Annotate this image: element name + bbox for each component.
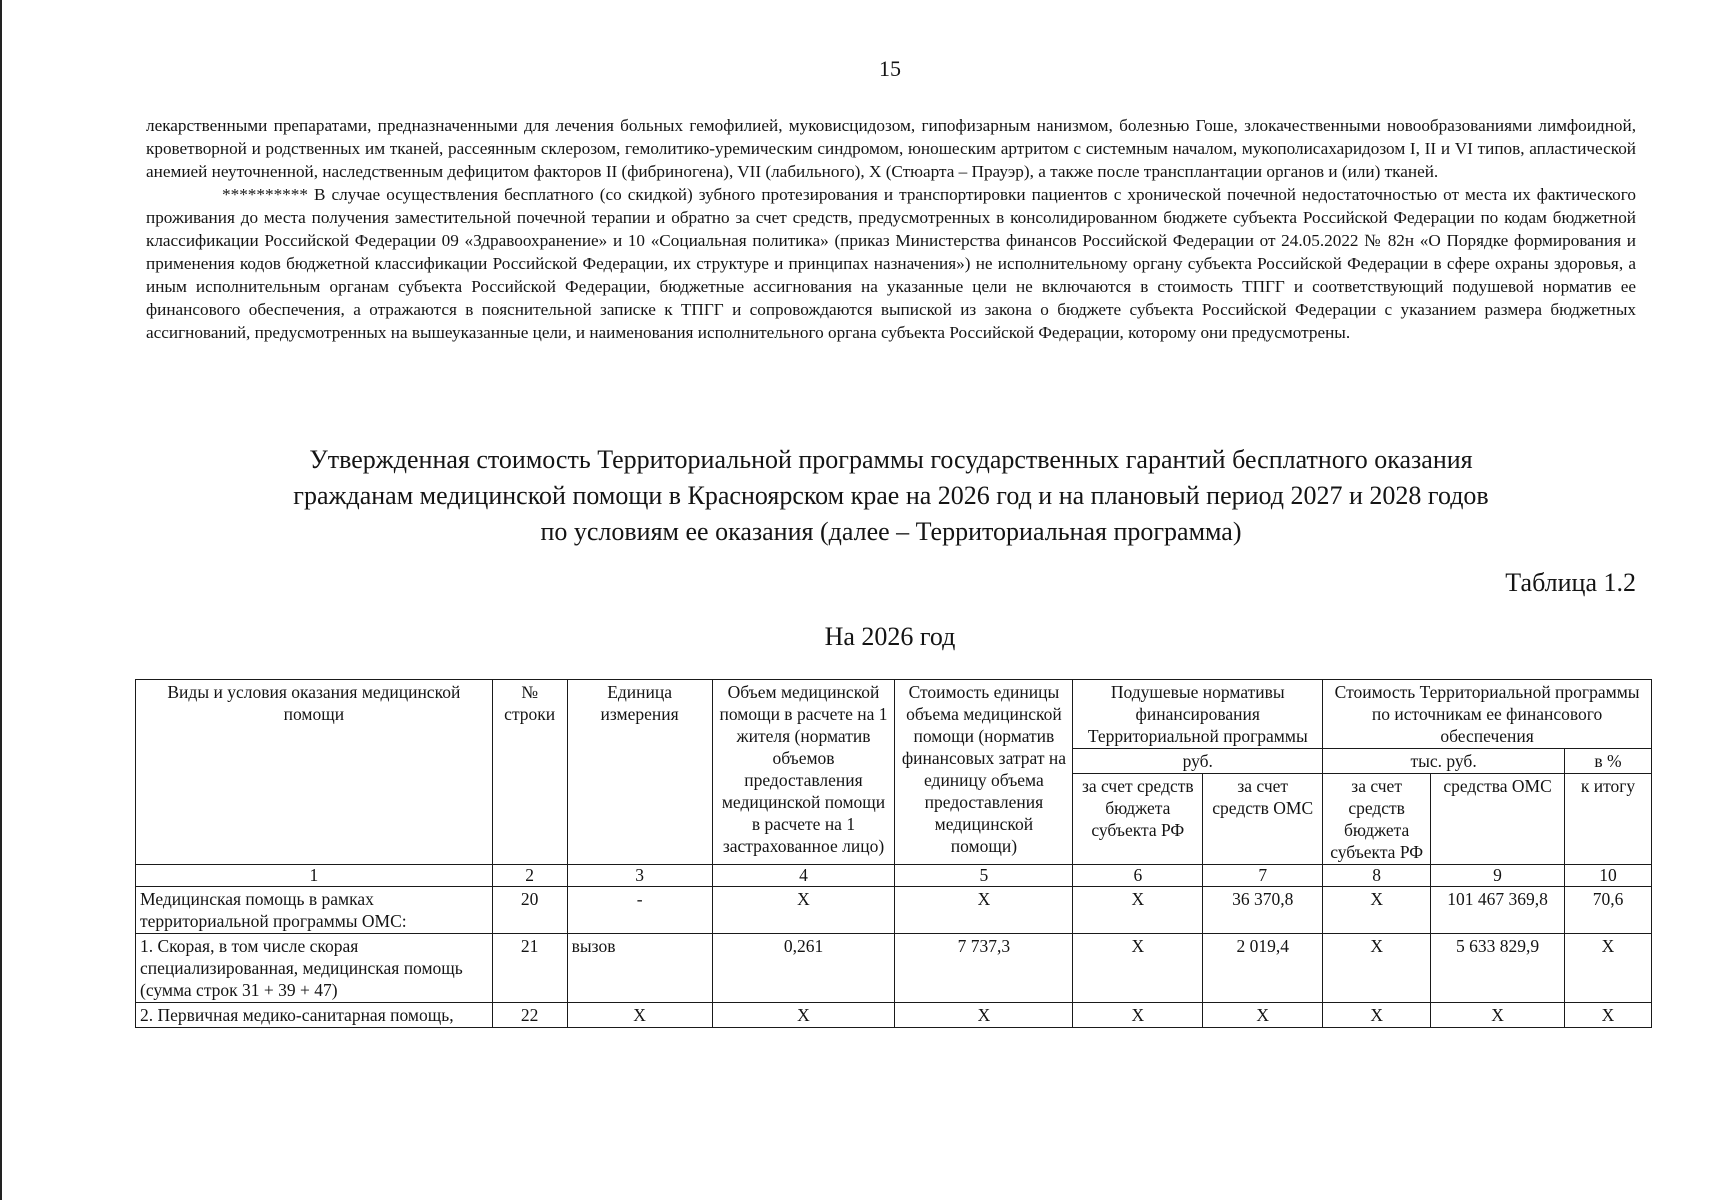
- column-number: 10: [1565, 865, 1652, 887]
- footnote-continuation: лекарственными препаратами, предназначенными для лечения больных гемофилией, муковисцидозом, гипофизарным нанизмом, болезнью Гоше, злокачественными новообразованиями лимфоидной, кроветворной и родственных им тканей, рассеянным склерозом, гемолитико-уремическим синдромом, юношеским артритом с системным началом, мукополисахаридозом I, II и VI типов, апластической анемией неуточненной, наследственным дефицитом факторов II (фибриногена), VII (лабильного), X (Стюарта – Прауэр), а также после трансплантации органов и (или) тканей.: [146, 116, 1636, 181]
- header-thous-rub: тыс. руб.: [1323, 749, 1565, 774]
- column-number: 6: [1073, 865, 1203, 887]
- cell-oms-thous: 5 633 829,9: [1431, 934, 1565, 1003]
- column-number: 2: [492, 865, 567, 887]
- column-number: 9: [1431, 865, 1565, 887]
- cell-oms-thous: 101 467 369,8: [1431, 887, 1565, 934]
- cell-budget-rub: X: [1073, 887, 1203, 934]
- column-number-row: [136, 865, 1652, 887]
- header-budget-rf: за счет средств бюджета субъекта РФ: [1073, 774, 1203, 865]
- header-row-no: № строки: [492, 680, 567, 865]
- column-number: 3: [567, 865, 712, 887]
- page-border: [0, 0, 2, 1200]
- column-number: 4: [712, 865, 895, 887]
- cell-unit: вызов: [567, 934, 712, 1003]
- cell-volume: 0,261: [712, 934, 895, 1003]
- header-cost: Стоимость единицы объема медицинской помощи (норматив финансовых затрат на единицу объема предоставления медицинской помощи): [895, 680, 1073, 865]
- title-line: Утвержденная стоимость Территориальной программы государственных гарантий бесплатного оказания: [309, 445, 1473, 474]
- table-row: [136, 887, 1652, 934]
- document-title: [146, 442, 1636, 550]
- footnotes: [146, 114, 1636, 344]
- cell-row-no: 22: [492, 1003, 567, 1028]
- cell-oms-rub: X: [1203, 1003, 1323, 1028]
- header-per-capita: Подушевые нормативы финансирования Территориальной программы: [1073, 680, 1323, 749]
- header-rub: руб.: [1073, 749, 1323, 774]
- header-budget-rf-2: за счет средств бюджета субъекта РФ: [1323, 774, 1431, 865]
- header-row: [136, 680, 1652, 749]
- cost-table: [135, 679, 1652, 1028]
- header-program-cost: Стоимость Территориальной программы по источникам ее финансового обеспечения: [1323, 680, 1652, 749]
- cell-cost: X: [895, 1003, 1073, 1028]
- title-line: по условиям ее оказания (далее – Территориальная программа): [540, 517, 1242, 546]
- cell-oms-rub: 36 370,8: [1203, 887, 1323, 934]
- cell-volume: X: [712, 1003, 895, 1028]
- cell-budget-rub: X: [1073, 934, 1203, 1003]
- column-number: 8: [1323, 865, 1431, 887]
- column-number: 5: [895, 865, 1073, 887]
- cell-type: 1. Скорая, в том числе скорая специализированная, медицинская помощь (сумма строк 31 + 39 + 47): [136, 934, 493, 1003]
- title-line: гражданам медицинской помощи в Красноярском крае на 2026 год и на плановый период 2027 и 2028 годов: [293, 481, 1489, 510]
- cell-unit: X: [567, 1003, 712, 1028]
- cell-budget-thous: X: [1323, 1003, 1431, 1028]
- cell-type: Медицинская помощь в рамках территориальной программы ОМС:: [136, 887, 493, 934]
- cell-oms-thous: X: [1431, 1003, 1565, 1028]
- table-row: [136, 934, 1652, 1003]
- footnote-ten-stars: ********** В случае осуществления бесплатного (со скидкой) зубного протезирования и транспортировки пациентов с хронической почечной недостаточностью от места их фактического проживания до места получения заместительной почечной терапии и обратно за счет средств, предусмотренных в консолидированном бюджете субъекта Российской Федерации по кодам бюджетной классификации Российской Федерации 09 «Здравоохранение» и 10 «Социальная политика» (приказ Министерства финансов Российской Федерации от 24.05.2022 № 82н «О Порядке формирования и применения кодов бюджетной классификации Российской Федерации, их структуре и принципах назначения») не исполнительному органу субъекта Российской Федерации в сфере охраны здоровья, а иным исполнительным органам субъекта Российской Федерации, бюджетные ассигнования на указанные цели не включаются в стоимость ТПГГ и соответствующий подушевой норматив ее финансового обеспечения, а отражаются в пояснительной записке к ТПГГ и сопровождаются выпиской из закона о бюджете субъекта Российской Федерации с указанием размера бюджетных ассигнований, предусмотренных на вышеуказанные цели, и наименования исполнительного органа субъекта Российской Федерации, которому они предусмотрены.: [146, 185, 1636, 342]
- cell-percent: 70,6: [1565, 887, 1652, 934]
- year-heading: На 2026 год: [824, 622, 956, 651]
- cell-volume: X: [712, 887, 895, 934]
- cell-row-no: 20: [492, 887, 567, 934]
- header-unit: Единица измерения: [567, 680, 712, 865]
- cell-oms-rub: 2 019,4: [1203, 934, 1323, 1003]
- cell-percent: X: [1565, 934, 1652, 1003]
- cell-budget-rub: X: [1073, 1003, 1203, 1028]
- cell-unit: -: [567, 887, 712, 934]
- header-oms-funds: за счет средств ОМС: [1203, 774, 1323, 865]
- header-oms-2: средства ОМС: [1431, 774, 1565, 865]
- table-number: Таблица 1.2: [1505, 568, 1636, 597]
- cell-cost: 7 737,3: [895, 934, 1073, 1003]
- header-percent: в %: [1565, 749, 1652, 774]
- page-number: 15: [879, 56, 901, 81]
- cell-cost: X: [895, 887, 1073, 934]
- cell-type: 2. Первичная медико-санитарная помощь,: [136, 1003, 493, 1028]
- header-type: Виды и условия оказания медицинской помощи: [136, 680, 493, 865]
- cell-row-no: 21: [492, 934, 567, 1003]
- column-number: 1: [136, 865, 493, 887]
- table-row: [136, 1003, 1652, 1028]
- cell-budget-thous: X: [1323, 934, 1431, 1003]
- header-to-total: к итогу: [1565, 774, 1652, 865]
- column-number: 7: [1203, 865, 1323, 887]
- cell-budget-thous: X: [1323, 887, 1431, 934]
- header-volume: Объем медицинской помощи в расчете на 1 жителя (норматив объемов предоставления медицинской помощи в расчете на 1 застрахованное лицо): [712, 680, 895, 865]
- cell-percent: X: [1565, 1003, 1652, 1028]
